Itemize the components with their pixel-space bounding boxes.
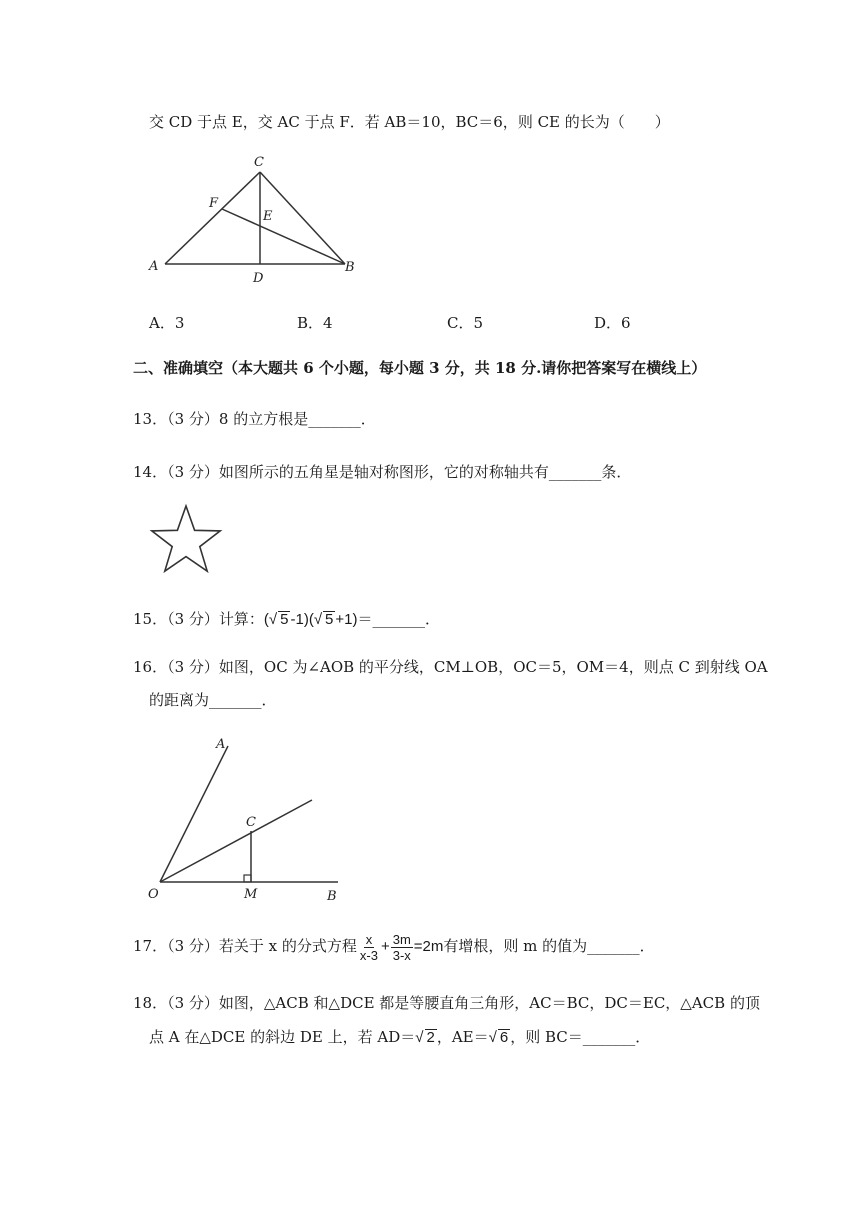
q17-frac2-denominator: 3-x <box>392 947 411 963</box>
q18-sqrt-ae: 6 <box>499 1029 509 1046</box>
q15-sqrt-a: 5 <box>280 611 289 628</box>
q18-line1: 18．（3 分）如图，△ACB 和△DCE 都是等腰直角三角形，AC＝BC，DC＝EC，△ACB 的顶 <box>133 994 760 1012</box>
q17-fraction-1 <box>358 932 380 963</box>
q17-prefix: 17．（3 分）若关于 x 的分式方程 <box>133 937 357 955</box>
label-B: B <box>327 889 337 904</box>
q15-sqrt-b: 5 <box>325 611 334 628</box>
section2-heading: 二、准确填空（本大题共 6 个小题，每小题 3 分，共 18 分.请你把答案写在横线上） <box>133 359 707 377</box>
q12-triangle-figure <box>140 150 370 290</box>
q17-frac2-numerator: 3m <box>392 931 411 947</box>
label-A: A <box>149 259 159 274</box>
q15-close-paren: +1) <box>335 611 358 628</box>
q15-suffix: ＝_______． <box>357 610 441 628</box>
q16-line1: 16．（3 分）如图，OC 为∠AOB 的平分线，CM⊥OB，OC＝5，OM＝4，则点 C 到射线 OA <box>133 658 768 676</box>
q17-fraction-2 <box>391 932 413 963</box>
q17-rhs: =2m <box>413 938 444 955</box>
label-C: C <box>246 815 256 830</box>
label-C: C <box>254 155 264 170</box>
choice-c: C．5 <box>447 314 484 332</box>
q17-plus: + <box>380 938 390 955</box>
q12-stem: 交 CD 于点 E，交 AC 于点 F．若 AB＝10，BC＝6，则 CE 的长为（ ） <box>149 113 670 131</box>
label-A: A <box>216 737 226 752</box>
star-figure <box>148 503 224 577</box>
label-B: B <box>345 260 355 275</box>
choice-d: D．6 <box>594 314 631 332</box>
q17-suffix: 有增根，则 m 的值为_______． <box>443 937 655 955</box>
q15-expression: (√ 5 -1)(√ 5 +1) <box>263 611 358 628</box>
label-E: E <box>263 209 273 224</box>
q15-mid: -1)( <box>290 611 314 628</box>
q17-frac1-denominator: x-3 <box>359 947 378 963</box>
q18-text-c: ，则 BC＝_______． <box>510 1028 651 1046</box>
q17-line <box>133 929 655 963</box>
q13-text: 13．（3 分）8 的立方根是_______． <box>133 410 376 428</box>
q18-sqrt-ad: 2 <box>426 1029 435 1046</box>
label-F: F <box>209 196 219 211</box>
q17-frac1-numerator: x <box>365 931 373 947</box>
q16-angle-figure <box>140 730 360 910</box>
choice-a: A．3 <box>149 314 185 332</box>
label-M: M <box>244 887 258 902</box>
q15-prefix: 15．（3 分）计算： <box>133 610 264 628</box>
q15-line <box>133 609 440 630</box>
q18-text-a: 点 A 在△DCE 的斜边 DE 上，若 AD＝ <box>149 1028 416 1046</box>
q18-text-b: ，AE＝ <box>436 1028 489 1046</box>
choice-b: B．4 <box>297 314 333 332</box>
q14-text: 14．（3 分）如图所示的五角星是轴对称图形，它的对称轴共有_______条． <box>133 463 632 481</box>
label-D: D <box>253 271 264 286</box>
label-O: O <box>148 887 159 902</box>
q18-line2: 点 A 在△DCE 的斜边 DE 上，若 AD＝√ 2 ，AE＝√ 6 ，则 BC＝_______． <box>149 1028 651 1046</box>
q15-open-paren: ( <box>263 611 269 628</box>
q16-line2: 的距离为_______． <box>149 691 277 709</box>
